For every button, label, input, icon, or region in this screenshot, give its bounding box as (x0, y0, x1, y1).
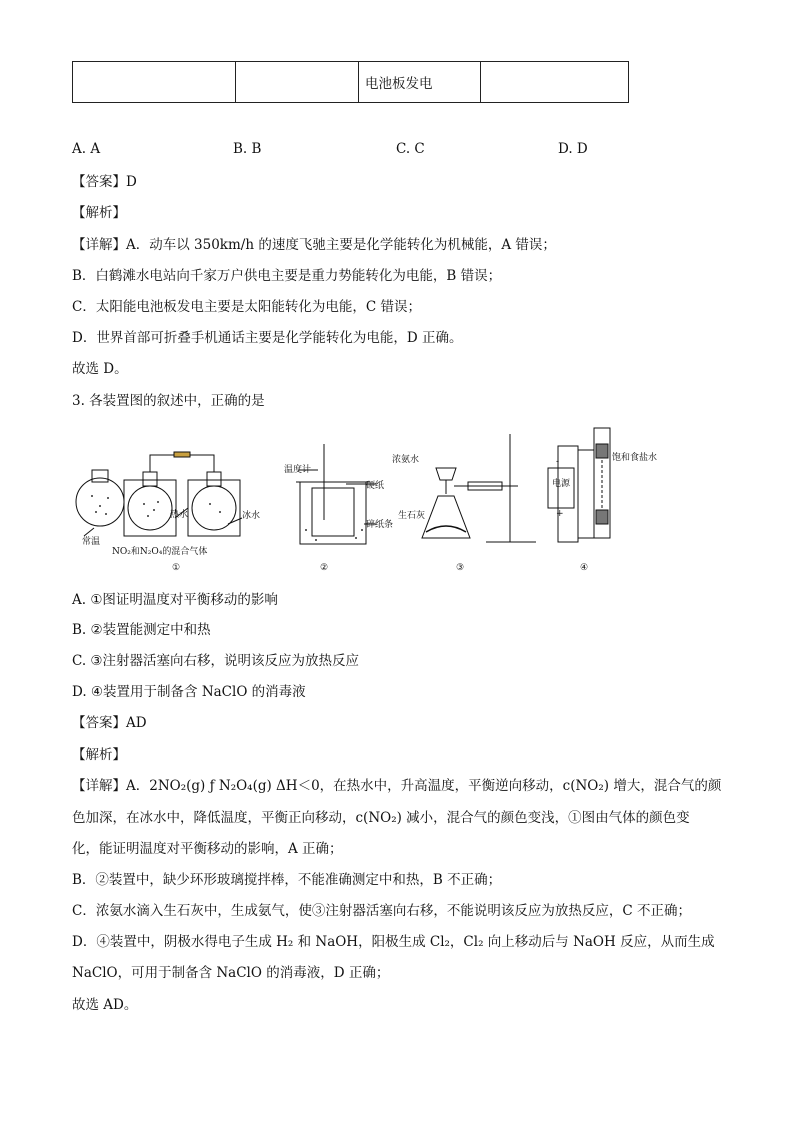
figure-2-calorimeter (296, 444, 376, 544)
detail-text: A．动车以 350km/h 的速度飞驰主要是化学能转化为机械能，A 错误； (126, 237, 556, 253)
label-changwen: 常温 (82, 537, 101, 547)
q2-answer (72, 172, 137, 192)
q3-detail-a1 (72, 776, 721, 796)
option-table (72, 61, 629, 103)
q3-option-a: A. ①图证明温度对平衡移动的影响 (72, 592, 278, 608)
label-minus: - (556, 457, 560, 467)
q2-conclusion: 故选 D。 (72, 361, 128, 377)
q3-detail-a2: 色加深，在冰水中，降低温度，平衡正向移动，c(NO₂) 减小，混合气的颜色变浅，①图由气体的颜色变 (72, 810, 690, 826)
q3-stem: 3. 各装置图的叙述中，正确的是 (72, 393, 265, 409)
label-plus: + (556, 509, 564, 519)
table-cell (481, 62, 629, 103)
answer-value: AD (126, 715, 147, 731)
option-c: C. C (396, 141, 425, 157)
q2-detail-d: D．世界首部可折叠手机通话主要是化学能转化为电能，D 正确。 (72, 330, 463, 346)
q3-detail-d2: NaClO，可用于制备含 NaClO 的消毒液，D 正确； (72, 965, 390, 981)
detail-label: 【详解】 (72, 237, 126, 253)
apparatus-figure (70, 420, 658, 580)
table-row (73, 62, 629, 103)
label-gas: NO₂和N₂O₄的混合气体 (112, 547, 208, 557)
q3-conclusion: 故选 AD。 (72, 997, 138, 1013)
q3-detail-b: B．②装置中，缺少环形玻璃搅拌棒，不能准确测定中和热，B 不正确； (72, 872, 502, 888)
figure-3-syringe (422, 434, 536, 542)
figure-3-number: ③ (456, 563, 465, 573)
figure-2-number: ② (320, 563, 329, 573)
q2-detail-a (72, 235, 556, 255)
q3-detail-a3: 化，能证明温度对平衡移动的影响，A 正确； (72, 841, 343, 857)
detail-text: A．2NO₂(g) ƒ N₂O₄(g) ΔH＜0，在热水中，升高温度，平衡逆向移动，c(NO₂) 增大，混合气的颜 (126, 778, 722, 794)
figure-1-number: ① (172, 563, 181, 573)
label-reshui: 热水 (170, 510, 189, 520)
figure-1-equilibrium (76, 452, 242, 536)
label-cardboard: 硬纸 (366, 481, 385, 491)
q2-detail-c: C．太阳能电池板发电主要是太阳能转化为电能，C 错误； (72, 299, 421, 315)
detail-label: 【详解】 (72, 778, 126, 794)
label-bingshui: 冰水 (242, 511, 261, 521)
option-a: A. A (72, 141, 101, 157)
table-cell (236, 62, 359, 103)
label-paper: 碎纸条 (366, 520, 394, 530)
label-power: 电源 (552, 479, 571, 489)
q2-analysis-label: 【解析】 (72, 205, 126, 221)
option-d: D. D (558, 141, 588, 157)
q3-detail-d1: D．④装置中，阴极水得电子生成 H₂ 和 NaOH，阳极生成 Cl₂，Cl₂ 向上移动后与 NaOH 反应，从而生成 (72, 934, 715, 950)
option-b: B. B (233, 141, 262, 157)
q3-answer (72, 713, 147, 733)
q2-detail-b: B．白鹤滩水电站向千家万户供电主要是重力势能转化为电能，B 错误； (72, 268, 502, 284)
q3-option-b: B. ②装置能测定中和热 (72, 622, 211, 638)
label-ammonia: 浓氨水 (392, 455, 420, 465)
answer-value: D (126, 174, 137, 190)
q3-option-c: C. ③注射器活塞向右移，说明该反应为放热反应 (72, 653, 360, 669)
answer-label: 【答案】 (72, 715, 126, 731)
figure-dots (91, 495, 363, 541)
q3-option-d: D. ④装置用于制备含 NaClO 的消毒液 (72, 684, 306, 700)
label-brine: 饱和食盐水 (612, 453, 658, 463)
figure-4-number: ④ (580, 563, 589, 573)
answer-label: 【答案】 (72, 174, 126, 190)
q3-detail-c: C．浓氨水滴入生石灰中，生成氨气，使③注射器活塞向右移，不能说明该反应为放热反应，C 不正确； (72, 903, 691, 919)
table-cell (73, 62, 236, 103)
label-quicklime: 生石灰 (398, 511, 426, 521)
label-thermometer: 温度计 (284, 465, 312, 475)
q3-analysis-label: 【解析】 (72, 747, 126, 763)
table-cell: 电池板发电 (359, 62, 481, 103)
